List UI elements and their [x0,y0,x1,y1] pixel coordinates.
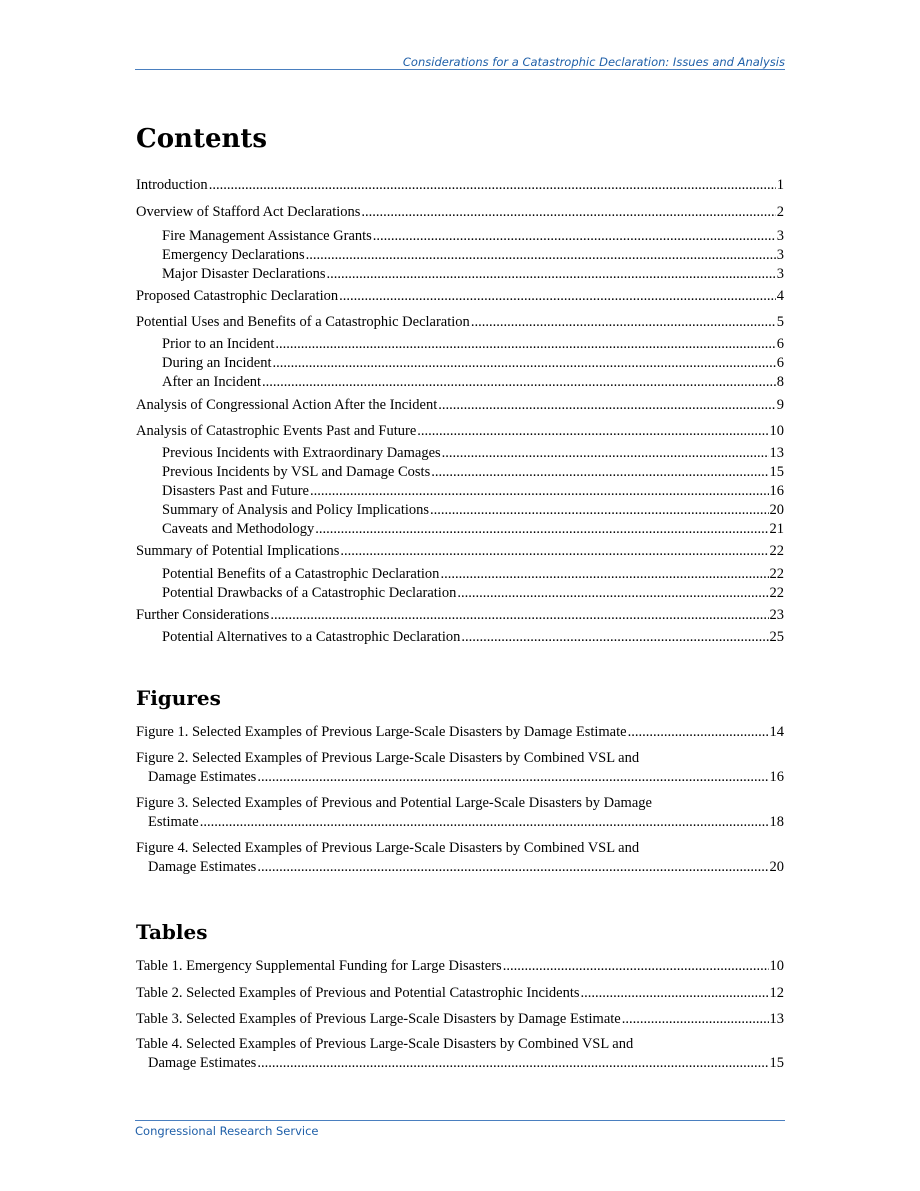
contents-entry[interactable] [136,423,784,442]
figures-entry[interactable] [148,814,784,833]
contents-entry-page: 3 [776,266,784,282]
figures-entry-title: Figure 4. Selected Examples of Previous Large-Scale Disasters by Combined VSL and [136,840,640,856]
dot-leader [340,543,768,560]
figures-entry-title-cont: Damage Estimates [148,859,257,875]
contents-entry-title: Emergency Declarations [162,247,305,263]
contents-entry-title: Previous Incidents by VSL and Damage Costs [162,464,431,480]
contents-entry-page: 3 [776,247,784,263]
dot-leader [310,483,769,500]
footer-publisher: Congressional Research Service [135,1124,319,1138]
contents-entry-title: Prior to an Incident [162,336,275,352]
tables-entry-title: Table 1. Emergency Supplemental Funding for Large Disasters [136,958,502,974]
contents-entry-title: Major Disaster Declarations [162,266,326,282]
dot-leader [503,958,769,975]
dot-leader [430,502,768,519]
tables-entry[interactable] [136,985,784,1004]
contents-entry-page: 22 [769,585,784,601]
contents-entry[interactable] [162,247,784,266]
dot-leader [262,374,776,391]
dot-leader [461,629,768,646]
dot-leader [471,314,776,331]
contents-entry-page: 4 [776,288,784,304]
dot-leader [417,423,768,440]
figures-entry-line1 [136,840,784,859]
dot-leader [257,1055,768,1072]
figures-entry-title: Figure 3. Selected Examples of Previous and Potential Large-Scale Disasters by Damage [136,795,652,811]
dot-leader [440,566,768,583]
contents-entry[interactable] [162,502,784,521]
contents-entry-title: Analysis of Catastrophic Events Past and Future [136,423,417,439]
tables-entry-title: Table 4. Selected Examples of Previous Large-Scale Disasters by Combined VSL and [136,1036,634,1052]
contents-heading: Contents [136,124,268,154]
contents-entry-title: Caveats and Methodology [162,521,315,537]
dot-leader [581,985,769,1002]
figures-entry-title-cont: Damage Estimates [148,769,257,785]
contents-entry-page: 10 [769,423,784,439]
contents-entry-page: 6 [776,336,784,352]
contents-entry-title: Introduction [136,177,208,193]
dot-leader [257,859,768,876]
tables-entry-line1 [136,1036,784,1055]
contents-entry-title: Potential Alternatives to a Catastrophic Declaration [162,629,461,645]
contents-entry-title: Potential Uses and Benefits of a Catastrophic Declaration [136,314,470,330]
contents-entry-title: After an Incident [162,374,262,390]
contents-entry-title: Fire Management Assistance Grants [162,228,372,244]
dot-leader [275,336,775,353]
contents-entry[interactable] [136,204,784,223]
figures-entry-page: 20 [769,859,784,875]
contents-entry[interactable] [162,521,784,540]
figures-entry-title-cont: Estimate [148,814,199,830]
header-rule [135,69,785,70]
figures-entry[interactable] [148,859,784,878]
contents-entry-page: 16 [769,483,784,499]
contents-entry-title: Summary of Potential Implications [136,543,340,559]
contents-entry-page: 20 [769,502,784,518]
dot-leader [438,397,776,414]
contents-entry-page: 22 [769,566,784,582]
tables-heading: Tables [136,920,208,944]
contents-entry-page: 6 [776,355,784,371]
dot-leader [339,288,776,305]
contents-entry[interactable] [136,288,784,307]
figures-entry-line1 [136,795,784,814]
tables-entry-title: Table 3. Selected Examples of Previous Large-Scale Disasters by Damage Estimate [136,1011,621,1027]
tables-entry-page: 15 [769,1055,784,1071]
contents-entry[interactable] [162,355,784,374]
contents-entry-page: 15 [769,464,784,480]
contents-entry[interactable] [136,543,784,562]
contents-entry[interactable] [136,397,784,416]
contents-entry[interactable] [136,314,784,333]
dot-leader [457,585,768,602]
contents-entry-page: 3 [776,228,784,244]
contents-entry[interactable] [162,336,784,355]
tables-entry-title: Table 2. Selected Examples of Previous and Potential Catastrophic Incidents [136,985,580,1001]
contents-entry[interactable] [136,607,784,626]
dot-leader [200,814,769,831]
dot-leader [209,177,776,194]
contents-entry-page: 21 [769,521,784,537]
contents-entry[interactable] [162,585,784,604]
contents-entry[interactable] [162,266,784,285]
contents-entry-title: Potential Drawbacks of a Catastrophic Declaration [162,585,457,601]
tables-entry[interactable] [136,1011,784,1030]
figures-heading: Figures [136,686,221,710]
figures-entry-page: 14 [769,724,784,740]
contents-entry[interactable] [162,374,784,393]
contents-entry[interactable] [162,566,784,585]
figures-entry[interactable] [148,769,784,788]
contents-entry-page: 2 [776,204,784,220]
contents-entry[interactable] [162,483,784,502]
contents-entry[interactable] [136,177,784,196]
dot-leader [373,228,776,245]
figures-entry-title: Figure 2. Selected Examples of Previous Large-Scale Disasters by Combined VSL and [136,750,640,766]
contents-entry[interactable] [162,464,784,483]
figures-entry-page: 16 [769,769,784,785]
figures-entry-title: Figure 1. Selected Examples of Previous Large-Scale Disasters by Damage Estimate [136,724,627,740]
contents-entry-page: 23 [769,607,784,623]
figures-entry-page: 18 [769,814,784,830]
dot-leader [326,266,775,283]
contents-entry-title: Summary of Analysis and Policy Implications [162,502,430,518]
contents-entry-title: Proposed Catastrophic Declaration [136,288,339,304]
running-header: Considerations for a Catastrophic Declaration: Issues and Analysis [402,55,785,69]
contents-entry-title: Previous Incidents with Extraordinary Damages [162,445,441,461]
contents-entry-page: 25 [769,629,784,645]
tables-entry-title-cont: Damage Estimates [148,1055,257,1071]
contents-entry-title: Overview of Stafford Act Declarations [136,204,361,220]
footer-rule [135,1120,785,1121]
dot-leader [442,445,769,462]
tables-entry[interactable] [136,958,784,977]
tables-entry[interactable] [148,1055,784,1074]
figures-entry-line1 [136,750,784,769]
figures-entry[interactable] [136,724,784,743]
contents-entry-title: Disasters Past and Future [162,483,309,499]
tables-entry-page: 12 [769,985,784,1001]
dot-leader [315,521,768,538]
tables-entry-page: 13 [769,1011,784,1027]
dot-leader [622,1011,769,1028]
dot-leader [270,607,768,624]
contents-entry-page: 1 [776,177,784,193]
dot-leader [257,769,768,786]
tables-entry-page: 10 [769,958,784,974]
dot-leader [306,247,776,264]
contents-entry[interactable] [162,629,784,648]
dot-leader [273,355,776,372]
contents-entry-page: 22 [769,543,784,559]
contents-entry[interactable] [162,228,784,247]
contents-entry-page: 5 [776,314,784,330]
contents-entry[interactable] [162,445,784,464]
contents-entry-title: Potential Benefits of a Catastrophic Declaration [162,566,440,582]
contents-entry-title: During an Incident [162,355,272,371]
dot-leader [431,464,768,481]
contents-entry-page: 9 [776,397,784,413]
dot-leader [628,724,769,741]
contents-entry-title: Further Considerations [136,607,270,623]
contents-entry-page: 8 [776,374,784,390]
dot-leader [361,204,775,221]
contents-entry-title: Analysis of Congressional Action After the Incident [136,397,438,413]
contents-entry-page: 13 [769,445,784,461]
